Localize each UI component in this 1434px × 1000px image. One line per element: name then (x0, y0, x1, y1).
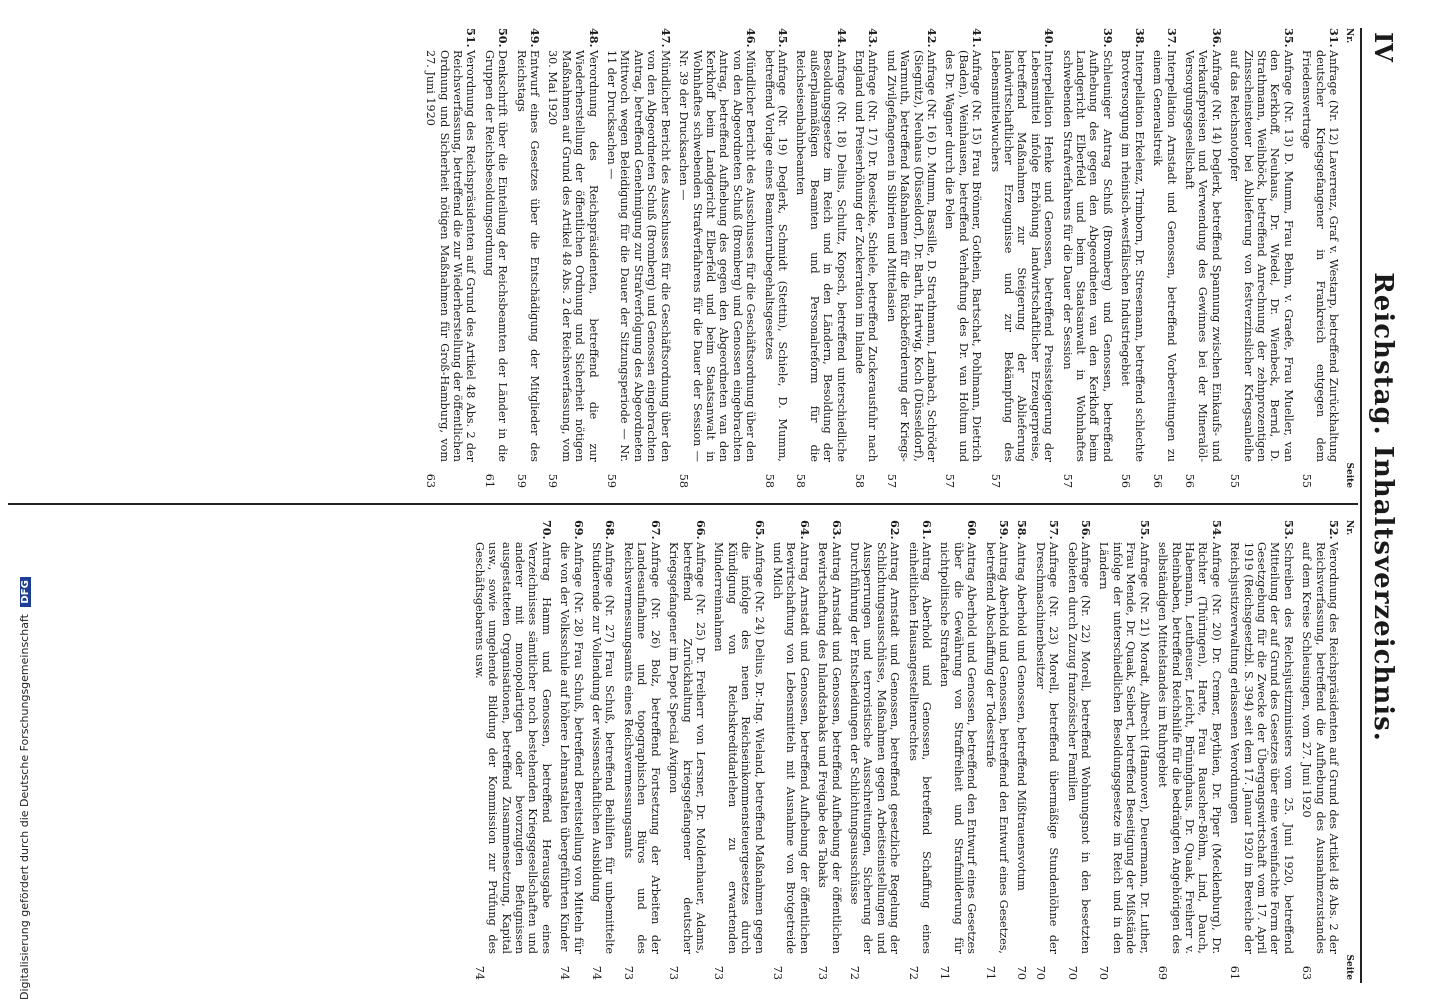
toc-entry (1228, 520, 1295, 980)
toc-entry (472, 520, 552, 980)
entry-text: Antrag Arnstadt und Genossen, betreffend Aufhebung der öffentlichen Bewirtschaftung von Lebensmitteln mit Ausnahme von Brotgetreide und Milch (770, 542, 811, 954)
entry-number: 42. (925, 28, 940, 48)
right-entry-list (472, 520, 1340, 980)
entry-text: Anfrage (Nr. 27) Frau Schuß, betreffend Beihilfen für unbemittelte Studierende zur Vollendung der wissenschaftlichen Ausbildung (590, 542, 617, 954)
entry-page: 57 (988, 473, 1002, 488)
entry-number: 46. (744, 28, 759, 48)
entry-number: 50. (496, 28, 511, 48)
entry-page: 73 (712, 965, 726, 980)
toc-entry (1156, 520, 1223, 980)
entry-number: 65. (752, 520, 767, 540)
entry-number: 64. (797, 520, 812, 540)
entry-text: Anfrage (Nr. 28) Frau Schuß, betreffend Bereitstellung von Mitteln für die von der Volksschule auf höhere Lehranstalten übergeführten Kinder (558, 542, 585, 954)
entry-number: 58. (1015, 520, 1030, 540)
entry-page: 57 (943, 473, 957, 488)
toc-entry (988, 28, 1055, 488)
entry-page: 73 (816, 965, 830, 980)
entry-number: 60. (965, 520, 980, 540)
entry-number: 66. (693, 520, 708, 540)
entry-page: 73 (667, 965, 681, 980)
entry-text: Mündlicher Bericht des Ausschusses für die Geschäftsordnung über den von den Abgeordneten Schuß (Bromberg) und Genossen eingebrachten Antrag, betreffend Aufhebung des gegen den Abgeordneten van den Kerkhoff beim Landgericht Elberfeld und beim Staatsanwalt in Wohnhaftes schwebenden Strafverfahrens für die Dauer der Session — Nr. 39 der Drucksachen — (677, 50, 758, 462)
entry-text: Schreiben des Reichsjustizministers vom 25. Juni 1920, betreffend Mitteilung der auf Grund des Gesetzes über eine vereinfachte Form der Gesetzgebung für die Zwecke der Übergangswirtschaft vom 17. April 1919 (Reichsgesetzbl. S. 394) seit dem 17. Januar 1920 im Bereiche der Reichsjustizverwaltung erlassenen Verordnungen (1228, 542, 1295, 954)
entry-text: Anfrage (Nr. 20) Dr. Cremer, Beythien, Dr. Piper (Mecklenburg), Dr. Richter (Thüringen), Harte, Frau Rauscher-Böhm, Lind, Dauch, Habemann, Leutheuser, Leicht, Brüninghaus, Dr. Quaak, Freiherr v. Rheinbaben, betreffend Reichshilfe für die bedrängten Angehörigen des selbständigen Mittelstandes im Ruhrgebiet (1156, 542, 1223, 954)
toc-entry (677, 28, 757, 488)
toc-entry (605, 28, 672, 488)
toc-entry (1033, 520, 1060, 980)
entry-page: 72 (906, 965, 920, 980)
entry-text: Anfrage (Nr. 25) Dr. Freiherr von Lersner, Dr. Moldenhauer, Adams, betreffend Zurückhaltung kriegsgefangener deutscher Kriegsgefangener im Depot Special Avignon (667, 542, 707, 954)
toc-entry (884, 28, 938, 488)
entry-page: 70 (1015, 965, 1029, 980)
entry-text: Interpellation Arnstadt und Genossen, betreffend Vorbereitungen zu einem Generalstreik (1151, 50, 1178, 462)
toc-entry (794, 28, 848, 488)
column-divider (8, 503, 1358, 505)
header-rule (1360, 28, 1362, 983)
toc-entry (771, 520, 811, 980)
entry-text: Verordnung des Reichspräsidenten auf Grund des Artikel 48 Abs. 2 der Reichsverfassung, betreffend die Aufhebung des Ausnahmezustandes auf dem Kreise Schleusingen, vom 27. Juni 1920 (1300, 542, 1340, 954)
entry-text: Anfrage (Nr. 22) Morell, betreffend Wohnungsnot in den besetzten Gebieten durch Zuzug französischer Familien (1065, 542, 1093, 954)
entry-number: 54. (1209, 520, 1224, 540)
entry-number: 53. (1281, 520, 1296, 540)
toc-entry (1228, 28, 1295, 488)
entry-text: Antrag Hamm und Genossen, betreffend Herausgabe eines Verzeichnisses sämtlicher noch bestehenden Kriegsgesellschaften und anderer mit monopolartigen oder bevorzugten Befugnissen ausgestatteten Organisationen, betreffend Zusammensetzung, Kapital usw., sowie umgehende Bildung der Kommission zur Prüfung des Geschäftsgebarens usw. (472, 542, 553, 954)
entry-text: Anfrage (Nr. 26) Bolz, betreffend Fortsetzung der Arbeiten der Landesaufnahme und topographischen Büros und des Reichsvermessungsamts eines Reichsvermessungsamts (621, 542, 662, 954)
entry-page: 58 (794, 473, 808, 488)
toc-entry (938, 520, 978, 980)
entry-page: 73 (621, 965, 635, 980)
toc-entry (1097, 520, 1151, 980)
entry-text: Anfrage (Nr. 15) Frau Brönner, Gothein, Bartschat, Pohlmann, Dietrich (Baden), Weinhausen, betreffend Verhaftung des Dr. van Holtum und des Dr. Wagner durch die Polen (943, 50, 984, 462)
entry-number: 44. (834, 28, 849, 48)
entry-page: 55 (1300, 473, 1314, 488)
dfg-logo: DFG (20, 577, 31, 606)
toc-entry (514, 28, 541, 488)
toc-entry (546, 28, 600, 488)
entry-number: 47. (658, 28, 673, 48)
running-title: Reichstag. Inhaltsverzeichnis. (1368, 272, 1398, 742)
toc-entry (1300, 520, 1340, 980)
entry-number: 62. (888, 520, 903, 540)
toc-entry (1300, 28, 1340, 488)
entry-page: 63 (424, 473, 438, 488)
entry-text: Schleuniger Antrag Schuß (Bromberg) und Genossen, betreffend Aufhebung des gegen den Abgeordneten van den Kerkhoff beim Landgericht Elberfeld und beim Staatsanwalt in Wohnhaftes schwebenden Strafverfahrens für die Dauer der Session (1060, 50, 1114, 462)
seite-label: Seite (1344, 954, 1354, 980)
entry-page: 70 (1065, 965, 1079, 980)
nr-label: Nr. (1344, 520, 1354, 536)
toc-entry (1183, 28, 1223, 488)
entry-number: 52. (1327, 520, 1341, 540)
toc-entry (558, 520, 585, 980)
entry-number: 35. (1281, 28, 1296, 48)
left-column (6, 28, 1356, 488)
entry-page: 56 (1119, 473, 1133, 488)
entry-number: 70. (539, 520, 554, 540)
entry-number: 39. (1100, 28, 1115, 48)
entry-text: Mündlicher Bericht des Ausschusses für die Geschäftsordnung über den von den Abgeordneten Schuß (Bromberg) und Genossen eingebrachten Antrag, betreffend Genehmigung zur Strafverfolgung des Abgeordneten Mittwoch wegen Beleidigung für die Dauer der Sitzungsperiode — Nr. 11 der Drucksachen — (605, 50, 672, 462)
entry-page: 58 (677, 473, 691, 488)
entry-page: 74 (558, 965, 572, 980)
entry-number: 55. (1137, 520, 1152, 540)
entry-text: Anfrage (Nr. 16) D. Mumm, Bassille, D. Strathmann, Lambach, Schröder (Siegnitz), Neuhaus (Düsseldorf), Dr. Barth, Hartwig, Koch (Düsseldorf), Warmuth, betreffend Maßnahmen für die Rückbeförderung der Kriegs- und Zivilgefangenen in Sibirien und Mittelasien (884, 50, 939, 462)
toc-entry (667, 520, 707, 980)
entry-page: 61 (1228, 965, 1242, 980)
entry-page: 58 (853, 473, 866, 488)
entry-page: 59 (514, 473, 528, 488)
entry-number: 38. (1132, 28, 1147, 48)
toc-entry (762, 28, 789, 488)
entry-text: Anfrage (Nr. 14) Deglerk, betreffend Spannung zwischen Einkaufs- und Verkaufspreisen und Verwendung des Gewinnes bei der Mineralöl-Versorgungsgesellschaft (1182, 50, 1223, 462)
toc-entry (1065, 520, 1092, 980)
entry-number: 48. (586, 28, 601, 48)
page-header (1366, 32, 1400, 982)
toc-entry (1119, 28, 1146, 488)
entry-number: 69. (571, 520, 586, 540)
entry-number: 57. (1047, 520, 1062, 540)
toc-entry (983, 520, 1010, 980)
credit-text: Digitalisierung gefördert durch die Deutsche Forschungsgemeinschaft (18, 614, 31, 1000)
entry-number: 45. (775, 28, 790, 48)
toc-entry (906, 520, 933, 980)
left-entry-list (424, 28, 1340, 488)
entry-number: 63. (829, 520, 844, 540)
entry-text: Anfrage (Nr. 13) D. Mumm, Frau Behm, v. Graefe, Frau Mueller, van den Kerkhoff, Neuhaus, Dr. Wiedel, Dr. Wienbeck, Bernd, D. Strathmann, Weilnböck, betreffend Anrechnung der zehnprozentigen Zinsscheinsteuer bei Ablieferung von festverzinslicher Kriegsanleihe auf das Reichsnotopfer (1228, 50, 1295, 462)
toc-entry (816, 520, 843, 980)
toc-entry (943, 28, 983, 488)
entry-number: 43. (866, 28, 881, 48)
entry-text: Antrag Arnstadt und Genossen, betreffend gesetzliche Regelung der Schlichtungsausschüsse, Maßnahmen gegen Arbeitseinstellungen und Aussperrungen und terroristische Ausschreitungen, Sicherung der Durchführung der Entscheidungen der Schlichtungsausschüsse (848, 542, 902, 954)
entry-number: 41. (970, 28, 985, 48)
entry-page: 58 (762, 473, 776, 488)
entry-page: 70 (1033, 965, 1047, 980)
entry-page: 59 (546, 473, 560, 488)
entry-number: 67. (648, 520, 663, 540)
entry-number: 31. (1327, 28, 1341, 48)
nr-label: Nr. (1344, 28, 1354, 44)
toc-entry (622, 520, 662, 980)
entry-text: Interpellation Henke und Genossen, betreffend Preissteigerung der Lebensmittel infolge Erhöhung landwirtschaftlicher Erzeugerpreise, betreffend Maßnahmen zur Steigerung der Ablieferung landwirtschaftlicher Erzeugnisse und zur Bekämpfung des Lebensmittelwuchers (988, 50, 1056, 462)
page-number: IV (1369, 32, 1398, 62)
entry-page: 74 (590, 965, 604, 980)
entry-text: Antrag Aberhold und Genossen, betreffend Mißtrauensvotum (1015, 542, 1029, 891)
entry-text: Anfrage (Nr. 18) Delius, Schultz, Kopsch, betreffend unterschiedliche Besoldungsgesetze im Reich und in den Ländern, Besoldung der außerplanmäßigen Beamten und Personalreform für die Reichseisenbahnbeamten (794, 50, 848, 462)
entry-number: 68. (603, 520, 618, 540)
right-column-head (1340, 520, 1356, 980)
digitization-credit (18, 577, 31, 1000)
entry-page: 56 (1182, 473, 1196, 488)
toc-entry (1060, 28, 1114, 488)
toc-entry (590, 520, 617, 980)
entry-page: 69 (1156, 965, 1170, 980)
entry-page: 71 (938, 965, 952, 980)
entry-page: 55 (1228, 473, 1242, 488)
entry-text: Denkschrift über die Einteilung der Reichsbeamten der Länder in die Gruppen der Reichsbesoldungsordnung (482, 50, 510, 462)
left-column-head (1340, 28, 1356, 488)
toc-entry (1151, 28, 1178, 488)
entry-text: Anfrage (Nr. 19) Deglerk, Schmidt (Stettin), Schiele, D. Mumm, betreffend Vorlage eines Beamtenrubegehaltsgesetzes (762, 50, 789, 462)
entry-text: Anfrage (Nr. 17) Dr. Roesicke, Schiele, betreffend Zuckerausfuhr nach England und Preiserhöhung der Zuckerration im Inlande (853, 50, 880, 462)
toc-entry (848, 520, 902, 980)
toc-entry (424, 28, 478, 488)
entry-number: 37. (1164, 28, 1179, 48)
entry-text: Anfrage (Nr. 21) Moradt, Albrecht (Hannover), Deuermann, Dr. Luther, Frau Mende, Dr. Quaak, Seibert, betreffend Beseitigung der Mißstände infolge der unterschiedlichen Besoldungsgesetze im Reich und in den Ländern (1097, 542, 1151, 954)
entry-text: Antrag Aberhold und Genossen, betreffend Schaffung eines einheitlichen Hausangestelltenrechtes (906, 542, 934, 954)
seite-label: Seite (1344, 462, 1354, 488)
entry-text: Anfrage (Nr. 12) Laverrenz, Graf v. Westarp, betreffend Zurückhaltung deutscher Kriegsgefangener in Frankreich entgegen dem Friedensvertrage (1300, 50, 1340, 462)
right-column (6, 520, 1356, 980)
entry-page: 59 (605, 473, 619, 488)
entry-page: 61 (482, 473, 496, 488)
entry-number: 36. (1209, 28, 1224, 48)
entry-text: Anfrage (Nr. 23) Morell, betreffend übermäßige Stundenlöhne der Dreschmaschinenbesitzer (1033, 542, 1061, 954)
entry-number: 49. (528, 28, 543, 48)
entry-text: Entwurf eines Gesetzes über die Entschädigung der Mitglieder des Reichstags (514, 50, 542, 462)
entry-page: 56 (1151, 473, 1165, 488)
entry-text: Anfrage (Nr. 24) Delius, Dr.-Ing. Wieland, betreffend Maßnahmen gegen die infolge des neuen Reichseinkommensteuergesetzes durch Kündigung von Reichskreditdarlehen zu erwartenden Minderreinnahmen (712, 542, 766, 954)
entry-number: 40. (1042, 28, 1057, 48)
entry-page: 74 (472, 965, 486, 980)
toc-entry (712, 520, 766, 980)
entry-number: 51. (464, 28, 479, 48)
entry-page: 57 (1060, 473, 1074, 488)
entry-page: 72 (848, 965, 861, 980)
entry-number: 59. (997, 520, 1012, 540)
toc-entry (853, 28, 880, 488)
entry-text: Antrag Arnstadt und Genossen, betreffend Aufhebung der öffentlichen Bewirtschaftung des Inlandstabaks und Freigabe des Tabaks (816, 542, 843, 954)
entry-text: Antrag Aberhold und Genossen, betreffend den Entwurf eines Gesetzes über die Gewährung von Straffreiheit und Strafmilderung für nichtpolitische Straftaten (938, 542, 979, 954)
entry-text: Verordnung des Reichspräsidenten auf Grund des Artikel 48 Abs. 2 der Reichsverfassung, betreffend die zur Wiederherstellung der öffentlichen Ordnung und Sicherheit nötigen Maßnahmen für Groß-Hamburg, vom 27. Juni 1920 (424, 50, 478, 462)
entry-text: Verordnung des Reichspräsidenten, betreffend die zur Wiederherstellung der öffentlichen Ordnung und Sicherheit nötigen Maßnahmen auf Grund des Artikel 48 Abs. 2 der Reichsverfassung, vom 30. Mai 1920 (546, 50, 600, 462)
entry-page: 63 (1300, 965, 1314, 980)
toc-entry (1015, 520, 1028, 980)
entry-page: 71 (983, 965, 997, 980)
entry-text: Interpellation Erkelenz, Trimborn, Dr. Stresemann, betreffend schlechte Brotversorgung im rheinisch-westfälischen Industriegebiet (1119, 50, 1146, 462)
toc-entry (482, 28, 509, 488)
entry-page: 57 (884, 473, 898, 488)
entry-text: Antrag Aberhold und Genossen, betreffend den Entwurf eines Gesetzes, betreffend Abschaffung der Todesstrafe (983, 542, 1011, 954)
entry-number: 56. (1079, 520, 1094, 540)
entry-page: 70 (1097, 965, 1111, 980)
entry-page: 73 (770, 965, 784, 980)
entry-number: 61. (920, 520, 935, 540)
